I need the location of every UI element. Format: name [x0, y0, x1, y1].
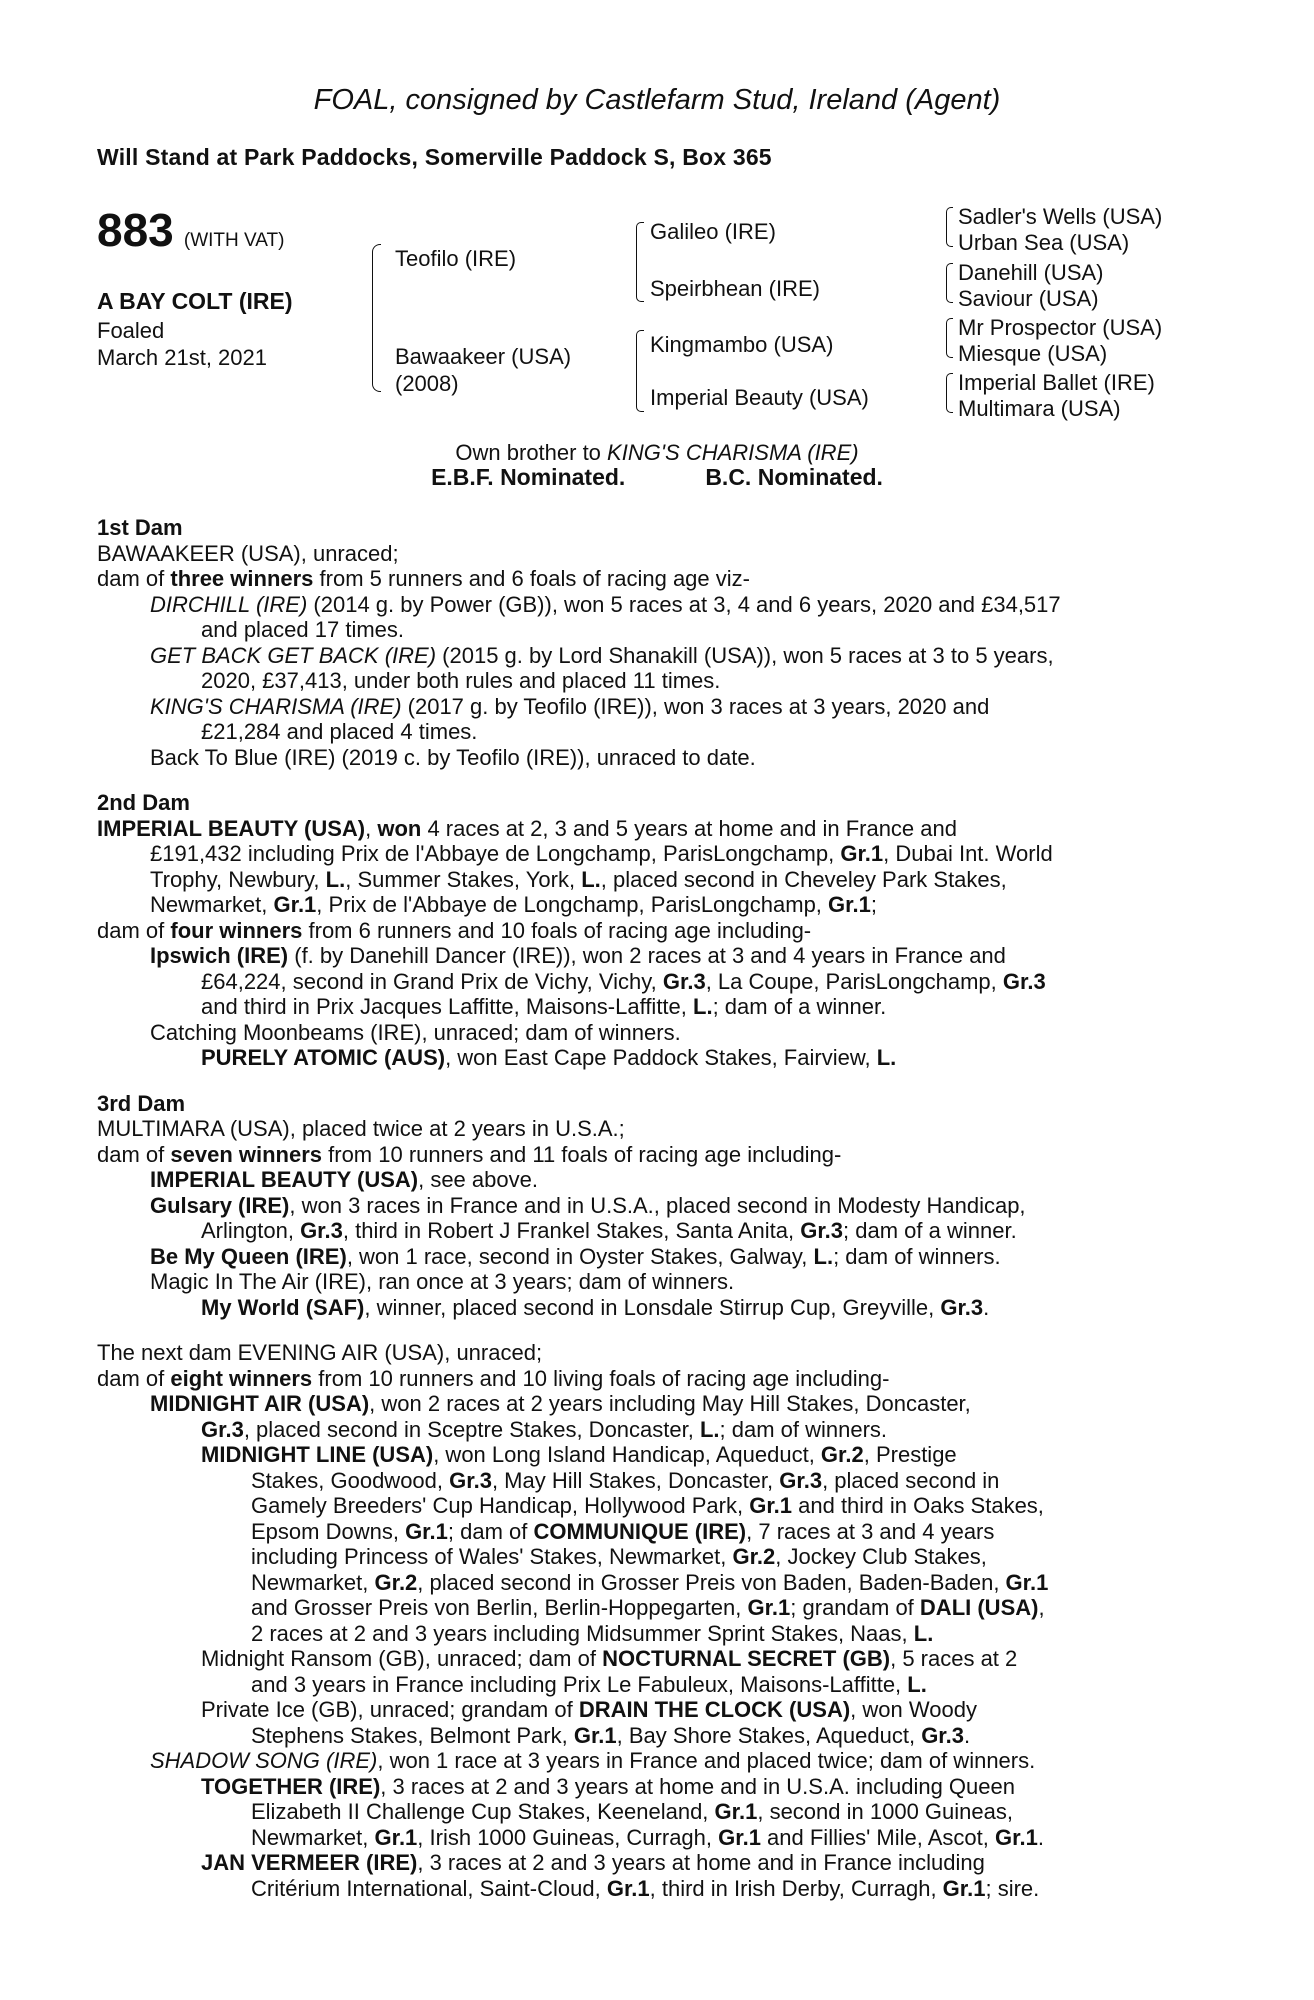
produce-get-back: GET BACK GET BACK (IRE) (2015 g. by Lord Shanakill (USA)), won 5 races at 3 to 5 years, — [150, 642, 1054, 668]
nominations — [0, 465, 1314, 491]
lot-number-block — [97, 204, 285, 256]
pedigree-dam-year: (2008) — [395, 371, 459, 396]
second-dam-title: 2nd Dam — [97, 790, 190, 815]
second-dam-line-3: Trophy, Newbury, L., Summer Stakes, York, L., placed second in Cheveley Park Stakes, — [150, 866, 1007, 892]
pedigree-brace-g2 — [946, 263, 953, 303]
produce-kings-charisma-cont: £21,284 and placed 4 times. — [201, 719, 478, 744]
produce-midnight-line-cont-5: Newmarket, Gr.2, placed second in Grosser Preis von Baden, Baden-Baden, Gr.1 — [251, 1569, 1049, 1595]
second-dam-produce-summary: dam of four winners from 6 runners and 10 foals of racing age including- — [97, 917, 812, 943]
produce-gulsary-cont: Arlington, Gr.3, third in Robert J Frankel Stakes, Santa Anita, Gr.3; dam of a winner. — [201, 1218, 1017, 1243]
ebf-nominated: E.B.F. Nominated. — [431, 464, 626, 490]
first-dam-produce-summary: dam of three winners from 5 runners and 6 foals of racing age viz- — [97, 566, 750, 591]
produce-midnight-line-cont-4: including Princess of Wales' Stakes, Newmarket, Gr.2, Jockey Club Stakes, — [251, 1544, 987, 1569]
stand-location: Will Stand at Park Paddocks, Somerville Paddock S, Box 365 — [97, 144, 772, 170]
pedigree-sire: Teofilo (IRE) — [395, 246, 517, 271]
own-brother-name: KING'S CHARISMA (IRE) — [607, 440, 859, 465]
pedigree-g1: Sadler's Wells (USA) — [958, 204, 1163, 229]
produce-jan-vermeer-cont: Critérium International, Saint-Cloud, Gr.1, third in Irish Derby, Curragh, Gr.1; sire. — [251, 1875, 1040, 1901]
pedigree-sire-dam: Speirbhean (IRE) — [650, 276, 820, 301]
pedigree-g2: Urban Sea (USA) — [958, 230, 1130, 255]
second-dam-line-2: £191,432 including Prix de l'Abbaye de Longchamp, ParisLongchamp, Gr.1, Dubai Int. World — [150, 841, 1053, 866]
produce-gulsary: Gulsary (IRE), won 3 races in France and in U.S.A., placed second in Modesty Handicap, — [150, 1192, 1026, 1218]
pedigree-brace-g3 — [946, 318, 953, 358]
foaled-info — [97, 317, 267, 371]
produce-together-cont-2: Newmarket, Gr.1, Irish 1000 Guineas, Curragh, Gr.1 and Fillies' Mile, Ascot, Gr.1. — [251, 1824, 1044, 1850]
produce-midnight-ransom-cont: and 3 years in France including Prix Le Fabuleux, Maisons-Laffitte, L. — [251, 1671, 927, 1697]
foaled-label: Foaled — [97, 318, 165, 343]
first-dam-section — [97, 515, 1205, 770]
produce-shadow-song: SHADOW SONG (IRE), won 1 race at 3 years in France and placed twice; dam of winners. — [150, 1748, 1036, 1773]
lot-description: A BAY COLT (IRE) — [97, 288, 293, 314]
produce-midnight-line: MIDNIGHT LINE (USA), won Long Island Handicap, Aqueduct, Gr.2, Prestige — [201, 1442, 957, 1467]
produce-midnight-line-cont-3: Epsom Downs, Gr.1; dam of COMMUNIQUE (IRE), 7 races at 3 and 4 years — [251, 1518, 995, 1544]
second-dam-section — [97, 790, 1205, 1071]
foaled-date: March 21st, 2021 — [97, 345, 267, 370]
catalogue-body — [97, 515, 1205, 1921]
pedigree-g7: Imperial Ballet (IRE) — [958, 370, 1155, 395]
produce-midnight-air-cont: Gr.3, placed second in Sceptre Stakes, Doncaster, L.; dam of winners. — [201, 1416, 888, 1442]
pedigree-dam-sire: Kingmambo (USA) — [650, 332, 834, 357]
produce-catching-moonbeams: Catching Moonbeams (IRE), unraced; dam of winners. — [150, 1019, 681, 1045]
own-brother-note — [0, 440, 1314, 466]
pedigree-brace-sire — [636, 222, 644, 302]
second-dam-line-1: IMPERIAL BEAUTY (USA), won 4 races at 2, 3 and 5 years at home and in France and — [97, 815, 957, 841]
pedigree-g4: Saviour (USA) — [958, 286, 1099, 311]
pedigree-sire-sire: Galileo (IRE) — [650, 219, 776, 244]
produce-purely-atomic: PURELY ATOMIC (AUS), won East Cape Paddock Stakes, Fairview, L. — [201, 1045, 897, 1070]
produce-get-back-cont: 2020, £37,413, under both rules and placed 11 times. — [201, 668, 721, 693]
produce-midnight-line-cont-7: 2 races at 2 and 3 years including Midsummer Sprint Stakes, Naas, L. — [251, 1620, 934, 1646]
second-dam-line-4: Newmarket, Gr.1, Prix de l'Abbaye de Longchamp, ParisLongchamp, Gr.1; — [150, 892, 877, 917]
produce-midnight-air: MIDNIGHT AIR (USA), won 2 races at 2 years including May Hill Stakes, Doncaster, — [150, 1391, 971, 1416]
produce-dirchill: DIRCHILL (IRE) (2014 g. by Power (GB)), won 5 races at 3, 4 and 6 years, 2020 and £34,517 — [150, 591, 1061, 617]
pedigree-brace-main — [372, 244, 381, 392]
next-dam-produce-summary: dam of eight winners from 10 runners and 10 living foals of racing age including- — [97, 1365, 890, 1391]
third-dam-name: MULTIMARA (USA), placed twice at 2 years in U.S.A.; — [97, 1116, 625, 1141]
own-brother-prefix: Own brother to — [455, 440, 608, 465]
lot-number: 883 — [97, 204, 174, 256]
next-dam-name: The next dam EVENING AIR (USA), unraced; — [97, 1340, 543, 1365]
produce-midnight-line-cont-6: and Grosser Preis von Berlin, Berlin-Hoppegarten, Gr.1; grandam of DALI (USA), — [251, 1595, 1045, 1620]
first-dam-name: BAWAAKEER (USA), unraced; — [97, 540, 399, 566]
pedigree-dam-dam: Imperial Beauty (USA) — [650, 385, 869, 410]
produce-together-cont-1: Elizabeth II Challenge Cup Stakes, Keeneland, Gr.1, second in 1000 Guineas, — [251, 1799, 1013, 1824]
third-dam-title: 3rd Dam — [97, 1090, 186, 1116]
produce-private-ice: Private Ice (GB), unraced; grandam of DRAIN THE CLOCK (USA), won Woody — [201, 1697, 977, 1722]
produce-ipswich-cont-2: and third in Prix Jacques Laffitte, Maisons-Laffitte, L.; dam of a winner. — [201, 994, 887, 1019]
produce-imperial-beauty: IMPERIAL BEAUTY (USA), see above. — [150, 1167, 538, 1192]
produce-together: TOGETHER (IRE), 3 races at 2 and 3 years at home and in U.S.A. including Queen — [201, 1773, 1015, 1799]
produce-midnight-line-cont-1: Stakes, Goodwood, Gr.3, May Hill Stakes, Doncaster, Gr.3, placed second in — [251, 1467, 1000, 1493]
pedigree-g8: Multimara (USA) — [958, 396, 1121, 421]
produce-be-my-queen: Be My Queen (IRE), won 1 race, second in Oyster Stakes, Galway, L.; dam of winners. — [150, 1243, 1001, 1269]
pedigree-brace-g4 — [946, 373, 953, 413]
produce-my-world: My World (SAF), winner, placed second in Lonsdale Stirrup Cup, Greyville, Gr.3. — [201, 1294, 990, 1320]
pedigree-g6: Miesque (USA) — [958, 341, 1108, 366]
produce-back-to-blue: Back To Blue (IRE) (2019 c. by Teofilo (IRE)), unraced to date. — [150, 744, 756, 770]
third-dam-section — [97, 1091, 1205, 1321]
pedigree-dam: Bawaakeer (USA) — [395, 344, 572, 369]
pedigree-g5: Mr Prospector (USA) — [958, 315, 1163, 340]
first-dam-title: 1st Dam — [97, 515, 183, 540]
produce-midnight-ransom: Midnight Ransom (GB), unraced; dam of NOCTURNAL SECRET (GB), 5 races at 2 — [201, 1646, 1018, 1671]
produce-private-ice-cont: Stephens Stakes, Belmont Park, Gr.1, Bay Shore Stakes, Aqueduct, Gr.3. — [251, 1722, 971, 1748]
pedigree-brace-g1 — [946, 207, 953, 247]
vat-note: (WITH VAT) — [183, 230, 285, 251]
pedigree-brace-dam — [636, 330, 644, 412]
produce-midnight-line-cont-2: Gamely Breeders' Cup Handicap, Hollywood Park, Gr.1 and third in Oaks Stakes, — [251, 1493, 1044, 1518]
produce-jan-vermeer: JAN VERMEER (IRE), 3 races at 2 and 3 years at home and in France including — [201, 1850, 985, 1875]
produce-magic-in-the-air: Magic In The Air (IRE), ran once at 3 years; dam of winners. — [150, 1269, 735, 1294]
third-dam-produce-summary: dam of seven winners from 10 runners and 11 foals of racing age including- — [97, 1141, 842, 1167]
consignment-line: FOAL, consigned by Castlefarm Stud, Ireland (Agent) — [313, 84, 1001, 116]
bc-nominated: B.C. Nominated. — [705, 464, 883, 490]
produce-ipswich-cont-1: £64,224, second in Grand Prix de Vichy, Vichy, Gr.3, La Coupe, ParisLongchamp, Gr.3 — [201, 968, 1046, 994]
produce-ipswich: Ipswich (IRE) (f. by Danehill Dancer (IRE)), won 2 races at 3 and 4 years in France and — [150, 943, 1006, 968]
produce-kings-charisma: KING'S CHARISMA (IRE) (2017 g. by Teofilo (IRE)), won 3 races at 3 years, 2020 and — [150, 693, 990, 719]
next-dam-section — [97, 1340, 1205, 1901]
produce-dirchill-cont: and placed 17 times. — [201, 617, 405, 642]
pedigree-g3: Danehill (USA) — [958, 260, 1104, 285]
